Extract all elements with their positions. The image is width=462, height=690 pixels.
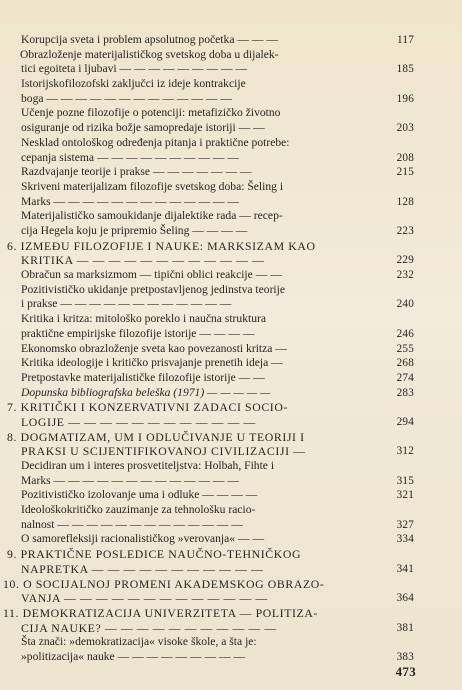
toc-entry-page: 383 — [396, 651, 414, 663]
toc-entry-text: cija Hegela koju je pripremio Šeling — — — — — [21, 223, 248, 237]
toc-entry-text: 6. IZMEĐU FILOZOFIJE I NAUKE: MARKSIZAM KAO — [7, 238, 316, 253]
toc-entry-page: 255 — [396, 342, 414, 355]
toc-entry-text: Nesklad ontološkog određenja pitanja i praktične potrebe: — [21, 135, 290, 149]
toc-entry-text: praktične empirijske filozofije istorije — — — — — [21, 326, 255, 340]
toc-entry-text: Kritika ideologije i kritičko prisvajanje prenetih ideja — — [21, 356, 283, 370]
toc-entry-text: Decidiran um i interes prosvetiteljstva: Holbah, Fihte i — [21, 459, 275, 473]
toc-entry-text: tici egoiteta i ljubavi — — — — — — — — — — [21, 62, 248, 76]
toc-entry-page: 341 — [396, 562, 414, 575]
toc-entry-page: 283 — [396, 386, 414, 399]
toc-entry-page: 196 — [396, 92, 414, 105]
toc-entry-text: 7. KRITIČKI I KONZERVATIVNI ZADACI SOCIO- — [7, 400, 288, 415]
toc-entry-page: 312 — [396, 445, 414, 458]
toc-entry-page: 364 — [396, 592, 414, 605]
toc-entry-text: O samorefleksiji racionalističkog »verovanja« — — — [21, 532, 265, 546]
toc-entry-text: i prakse — — — — — — — — — — — — — [21, 297, 232, 311]
toc-entry-text: 11. DEMOKRATIZACIJA UNIVERZITETA — POLITIZA- — [3, 605, 318, 620]
toc-entry-page: 215 — [396, 166, 414, 179]
toc-entry-text: 8. DOGMATIZAM, UM I ODLUČIVANJE U TEORIJI I — [7, 429, 305, 444]
page-number: 473 — [395, 664, 416, 679]
toc-entry-text: »politizacija« nauke — — — — — — — — — — [21, 650, 246, 663]
toc-entry-page: 327 — [396, 518, 414, 531]
toc-entry-page: 203 — [396, 122, 414, 135]
toc-entry-text: Šta znači: »demokratizacija« visoke škole, a šta je: — [21, 635, 257, 649]
toc-entry-text: Korupcija sveta i problem apsolutnog početka — — — — [21, 33, 278, 46]
toc-entry-page: 208 — [396, 151, 414, 164]
toc-entry-text: Materijalističko samoukidanje dijalektike rada — recep- — [21, 209, 283, 223]
toc-entry-page: 240 — [396, 298, 414, 311]
toc-entry-page: 274 — [396, 371, 414, 384]
toc-entry-text: Razdvajanje teorije i prakse — — — — — — — — [21, 165, 252, 179]
toc-entry-text: Obračun sa marksizmom — tipični oblici reakcije — — — [21, 268, 282, 282]
toc-entry-text: Pretpostavke materijalističke filozofije istorije — — — [21, 370, 265, 384]
toc-entry-text: boga — — — — — — — — — — — — — — [21, 91, 232, 105]
toc-entry-text: Učenje pozne filozofije o potenciji: metafizičko životno — [21, 106, 281, 120]
toc-entry-page: 268 — [396, 357, 414, 370]
toc-entry-text: KRITIKA — — — — — — — — — — — — — [21, 253, 265, 268]
toc-entry-text: Marks — — — — — — — — — — — — — — [21, 473, 240, 487]
toc-entry-text: Marks — — — — — — — — — — — — — — [21, 194, 240, 208]
toc-entry-text: Dopunska bibliografska beleška (1971) — — — — — — [21, 385, 271, 399]
toc-entry-text: Obrazloženje materijalističkog svetskog doba u dijalek- — [20, 47, 279, 61]
toc-entry-page: 334 — [396, 533, 414, 546]
toc-entry-page: 185 — [396, 63, 414, 76]
toc-entry-text: Pozitivističko ukidanje pretpostavljenog jedinstva teorije — [21, 282, 286, 296]
toc-entry-page: 321 — [396, 489, 414, 502]
toc-entry-text: osiguranje od rizika božje samopredaje istoriji — — — [21, 121, 265, 135]
toc-entry-text: Skriveni materijalizam filozofije svetskog doba: Šeling i — [21, 179, 284, 193]
toc-entry-page: 117 — [397, 34, 414, 46]
toc-entry-page: 381 — [396, 621, 414, 634]
toc-entry-page: 223 — [396, 224, 414, 237]
toc-entry-text: LOGIJE — — — — — — — — — — — — — [21, 414, 256, 429]
toc-entry-text: VANJA — — — — — — — — — — — — — — [21, 591, 268, 606]
toc-entry-page: 128 — [396, 195, 414, 208]
toc-entry-text: nalnost — — — — — — — — — — — — — — [21, 517, 243, 531]
toc-entry-text: Ekonomsko obrazloženje sveta kao povezanosti kritza — — [21, 341, 287, 355]
toc-entry-page: 246 — [396, 327, 414, 340]
toc-entry-text: NAPRETKA — — — — — — — — — — — — [21, 561, 264, 576]
toc-entry-page: 232 — [396, 269, 414, 282]
toc-entry-text: 9. PRAKTIČNE POSLEDICE NAUČNO-TEHNIČKOG — [7, 547, 302, 562]
toc-entry-text: PRAKSI U SCIJENTIFIKOVANOJ CIVILIZACIJI — — [21, 444, 306, 459]
toc-entry-page: 294 — [396, 415, 414, 428]
toc-entry-text: CIJA NAUKE? — — — — — — — — — — — — [21, 620, 277, 635]
toc-entry-text: Istorijskofilozofski zaključci iz ideje kontrakcije — [21, 77, 246, 91]
toc-entry-page: 315 — [396, 474, 414, 487]
toc-entry-page: 229 — [396, 254, 414, 267]
toc-entry-text: 10. O SOCIJALNOJ PROMENI AKADEMSKOG OBRAZO- — [3, 576, 325, 591]
toc-entry-text: Pozitivističko izolovanje uma i odluke — — — — — [21, 488, 258, 502]
toc-entry-text: cepanja sistema — — — — — — — — — — — [21, 150, 239, 164]
toc-entry-text: Ideološkokritičko zauzimanje za tehnološku racio- — [21, 503, 256, 517]
toc-entry-text: Kritika i kritza: mitološko poreklo i naučna struktura — [21, 312, 267, 326]
